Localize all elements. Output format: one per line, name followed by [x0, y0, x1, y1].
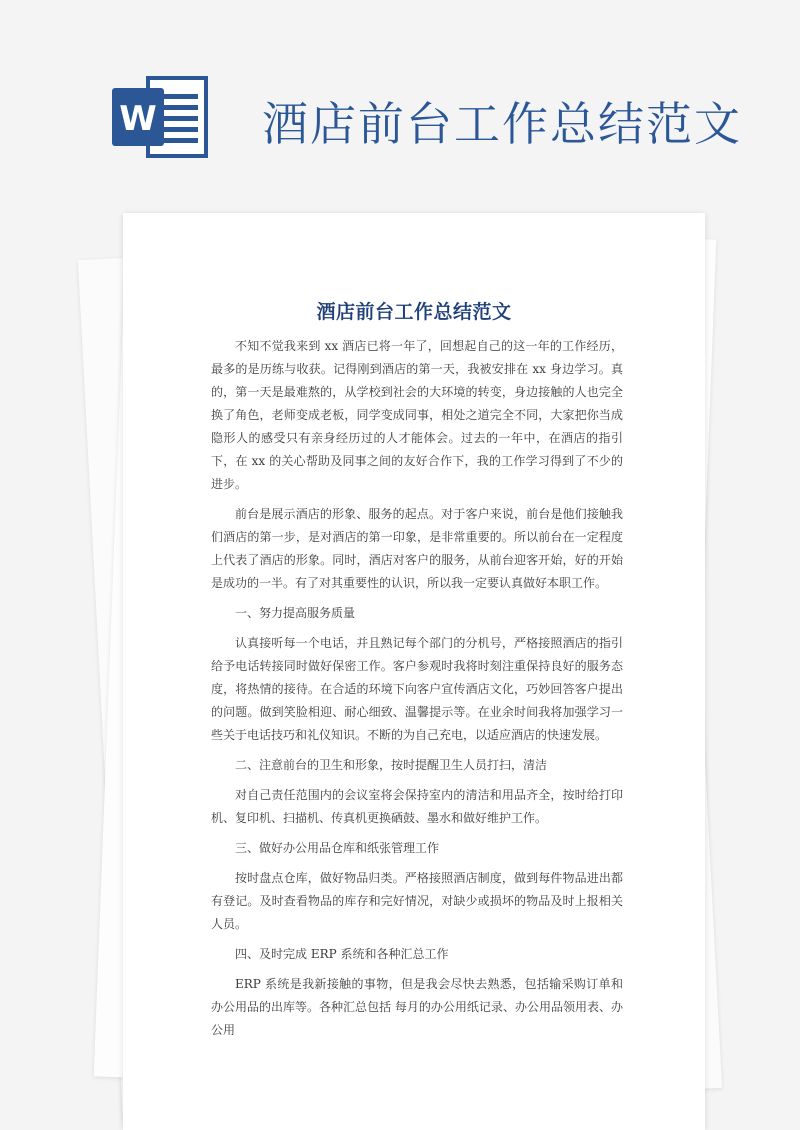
section-heading: 二、注意前台的卫生和形象，按时提醒卫生人员打扫，清洁: [235, 758, 548, 772]
section-heading: 三、做好办公用品仓库和纸张管理工作: [235, 841, 440, 855]
section-heading: 四、及时完成 ERP 系统和各种汇总工作: [235, 947, 449, 961]
banner-title: 酒店前台工作总结范文: [262, 97, 742, 151]
svg-text:W: W: [119, 99, 157, 139]
paragraph: 不知不觉我来到 xx 酒店已将一年了，回想起自己的这一年的工作经历，最多的是历练与收获。记得刚到酒店的第一天，我被安排在 xx 身边学习。真的，第一天是最难熬的，从学校到社会的大环境的转变，身边接触的人也完全换了角色，老师变成老板，同学变成同事，相处之道完全不同，大家把你当成隐形人的感受只有亲身经历过的人才能体会。过去的一年中，在酒店的指引下，在 xx 的关心帮助及同事之间的友好合作下，我的工作学习得到了不少的进步。: [211, 339, 623, 491]
word-document-icon: [108, 72, 218, 162]
section-heading: 一、努力提高服务质量: [235, 606, 356, 620]
paragraph: 前台是展示酒店的形象、服务的起点。对于客户来说，前台是他们接触我们酒店的第一步，是对酒店的第一印象，是非常重要的。所以前台在一定程度上代表了酒店的形象。同时，酒店对客户的服务，从前台迎客开始，好的开始是成功的一半。有了对其重要性的认识，所以我一定要认真做好本职工作。: [211, 507, 623, 590]
banner-header: [0, 0, 800, 200]
paragraph: ERP 系统是我新接触的事物，但是我会尽快去熟悉，包括输采购订单和办公用品的出库等。各种汇总包括 每月的办公用纸记录、办公用品领用表、办公用: [211, 977, 623, 1037]
paragraph: 认真接听每一个电话，并且熟记每个部门的分机号，严格接照酒店的指引给予电话转接同时做好保密工作。客户参观时我将时刻注重保持良好的服务态度，将热情的接待。在合适的环境下向客户宣传酒店文化，巧妙回答客户提出的问题。做到笑脸相迎、耐心细致、温馨提示等。在业余时间我将加强学习一些关于电话技巧和礼仪知识。不断的为自己充电，以适应酒店的快速发展。: [211, 636, 623, 742]
document-body: [211, 335, 623, 1049]
paragraph: 对自己责任范围内的会议室将会保持室内的清洁和用品齐全，按时给打印机、复印机、扫描机、传真机更换硒鼓、墨水和做好维护工作。: [211, 788, 623, 825]
paragraph: 按时盘点仓库，做好物品归类。严格接照酒店制度，做到每件物品进出都有登记。及时查看物品的库存和完好情况，对缺少或损坏的物品及时上报相关人员。: [211, 871, 623, 931]
document-title: 酒店前台工作总结范文: [316, 301, 512, 323]
document-page: [123, 213, 705, 1130]
